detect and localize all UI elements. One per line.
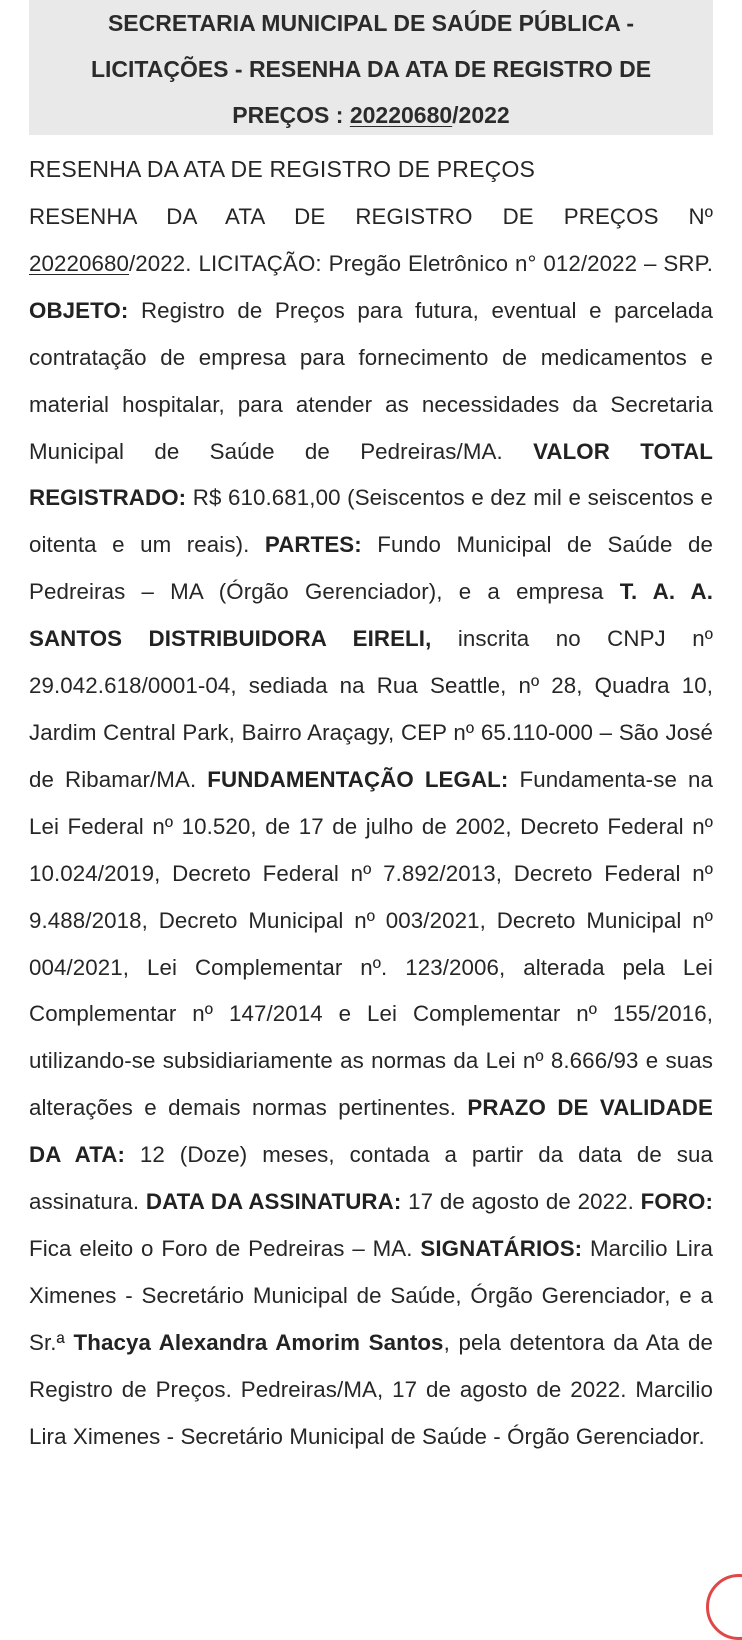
corner-mark <box>706 1574 742 1640</box>
data-assinatura-label: DATA DA ASSINATURA: <box>145 1189 402 1215</box>
ata-number: 20220680 <box>29 250 130 276</box>
objeto-text: Registro de Preços para futura, eventual e parcelada contratação de empresa para fornecimento de medicamentos e material hospitalar, para atender as necessidades da Secretaria Municipal de Saúde de Pedreiras/MA. <box>29 297 713 464</box>
empresa-text: inscrita no CNPJ nº 29.042.618/0001-04, sediada na Rua Seattle, nº 28, Quadra 10, Jardim Central Park, Bairro Araçagy, CEP nº 65.110-000 – São José de Ribamar/MA. <box>29 626 713 792</box>
header-prefix: PREÇOS : <box>232 102 350 128</box>
document-header <box>29 0 713 135</box>
header-ata-number: 20220680 <box>349 102 453 128</box>
header-line-1: SECRETARIA MUNICIPAL DE SAÚDE PÚBLICA - <box>107 10 635 36</box>
foro-text: Fica eleito o Foro de Pedreiras – MA. <box>29 1235 421 1261</box>
header-suffix: /2022 <box>452 102 510 128</box>
foro-label: FORO: <box>640 1189 713 1215</box>
header-line-3 <box>29 92 713 138</box>
valor-label: VALOR TOTAL REGISTRADO: <box>29 438 713 511</box>
licitacao-text: /2022. LICITAÇÃO: Pregão Eletrônico n° 012/2022 – SRP. <box>129 250 713 276</box>
signatarios-text: Marcilio Lira Ximenes - Secretário Municipal de Saúde, Órgão Gerenciador, e a Sr.ª <box>29 1235 713 1355</box>
empresa-name: T. A. A. SANTOS DISTRIBUIDORA EIRELI, <box>29 579 713 652</box>
document-subtitle: RESENHA DA ATA DE REGISTRO DE PREÇOS <box>29 156 536 182</box>
prazo-text: 12 (Doze) meses, contada a partir da data de sua assinatura. <box>29 1142 713 1215</box>
intro-text: RESENHA DA ATA DE REGISTRO DE PREÇOS Nº <box>29 204 713 229</box>
signatarios-label: SIGNATÁRIOS: <box>420 1235 583 1261</box>
data-assinatura-text: 17 de agosto de 2022. <box>401 1189 641 1215</box>
fundamentacao-text: Fundamenta-se na Lei Federal nº 10.520, de 17 de julho de 2002, Decreto Federal nº 10.024/2019, Decreto Federal nº 7.892/2013, Decreto Federal nº 9.488/2018, Decreto Municipal nº 003/2021, Decreto Municipal nº 004/2021, Lei Complementar nº. 123/2006, alterada pela Lei Complementar nº 147/2014 e Lei Complementar nº 155/2016, utilizando-se subsidiariamente as normas da Lei nº 8.666/93 e suas alterações e demais normas pertinentes. <box>29 766 713 1121</box>
signatario-name: Thacya Alexandra Amorim Santos <box>73 1329 444 1355</box>
partes-text: Fundo Municipal de Saúde de Pedreiras – MA (Órgão Gerenciador), e a empresa <box>29 532 713 605</box>
valor-text: R$ 610.681,00 (Seiscentos e dez mil e seiscentos e oitenta e um reais). <box>29 485 713 558</box>
signatarios-text-2: , pela detentora da Ata de Registro de Preços. Pedreiras/MA, 17 de agosto de 2022. Marcilio Lira Ximenes - Secretário Municipal de Saúde - Órgão Gerenciador. <box>29 1329 714 1449</box>
header-line-2: LICITAÇÕES - RESENHA DA ATA DE REGISTRO DE <box>90 56 652 82</box>
prazo-label: PRAZO DE VALIDADE DA ATA: <box>29 1095 713 1168</box>
objeto-label: OBJETO: <box>29 297 129 323</box>
partes-label: PARTES: <box>264 532 362 558</box>
fundamentacao-label: FUNDAMENTAÇÃO LEGAL: <box>207 766 509 792</box>
document-body <box>29 194 713 1460</box>
